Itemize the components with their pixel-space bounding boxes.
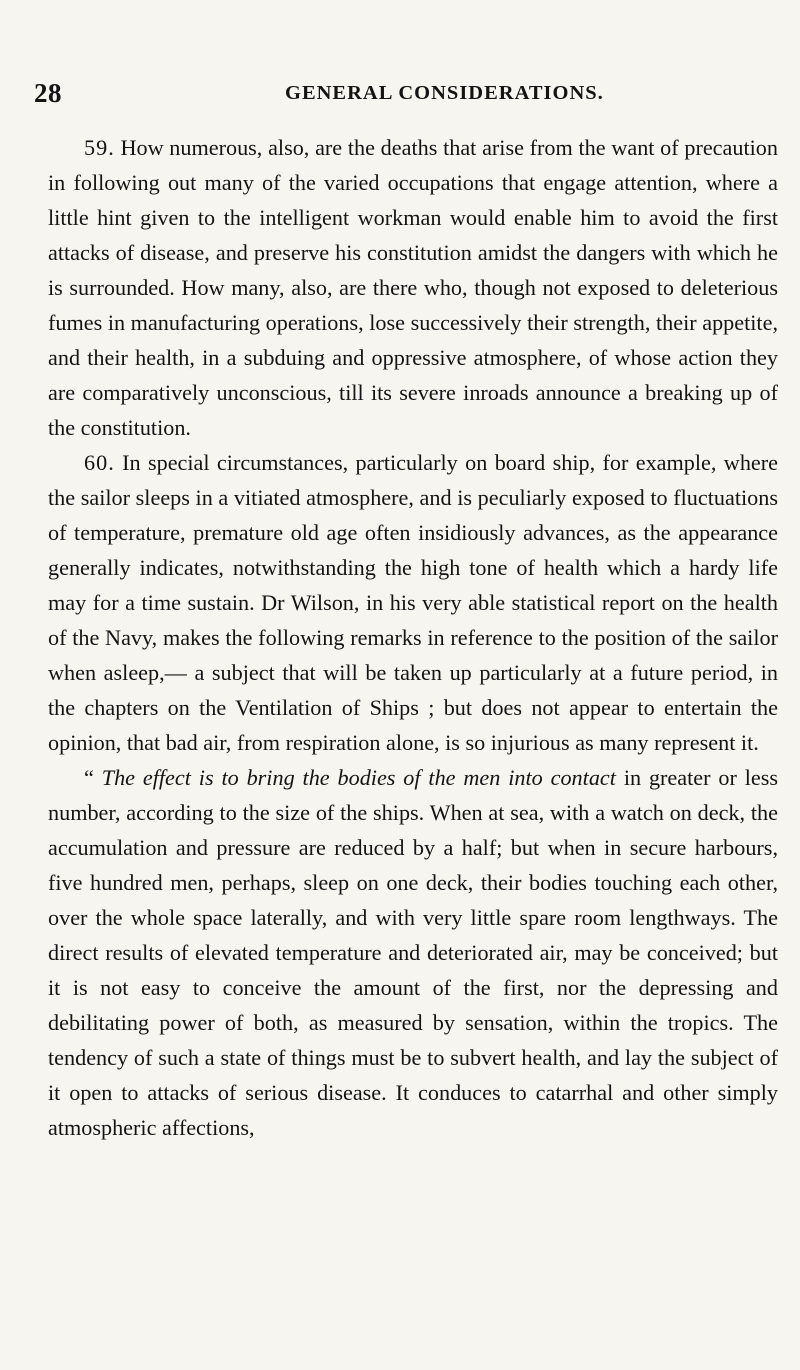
paragraph-text: In special circumstances, particularly on board ship, for example, where the sailor sleeps in a vitiated atmosphere, and is peculiarly exposed to fluctuations of temperature, premature old age often insidiously advances, as the appearance generally indicates, notwithstanding the high tone of health which a hardy life may for a time sustain. Dr Wilson, in his very able statistical report on the health of the Navy, makes the following remarks in reference to the position of the sailor when asleep,— a subject that will be taken up particularly at a future period, in the chapters on the Ventilation of Ships ; but does not appear to entertain the opinion, that bad air, from respiration alone, is so injurious as many represent it.	[48, 450, 779, 755]
book-page	[34, 78, 779, 1145]
quote-text: in greater or less number, according to the size of the ships. When at sea, with a watch on deck, the accumulation and pressure are reduced by a half; but when in secure harbours, five hundred men, perhaps, sleep on one deck, their bodies touching each other, over the whole space laterally, and with very little spare room lengthways. The direct results of elevated temperature and deteriorated air, may be conceived; but it is not easy to conceive the amount of the first, nor the depressing and debilitating power of both, as measured by sensation, within the tropics. The tendency of such a state of things must be to subvert health, and lay the subject of it open to attacks of serious disease. It conduces to catarrhal and other simply atmospheric affections,	[48, 765, 779, 1140]
quote-italic-lead: The effect is to bring the bodies of the men into contact	[101, 765, 616, 790]
running-head: GENERAL CONSIDERATIONS.	[285, 82, 604, 104]
body-text	[48, 130, 778, 1145]
paragraph-number: 60.	[84, 450, 115, 475]
page-number: 28	[34, 78, 62, 108]
page-header	[34, 78, 778, 114]
paragraph-text: How numerous, also, are the deaths that arise from the want of precaution in following out many of the varied occupations that engage attention, where a little hint given to the intelligent workman would enable him to avoid the first attacks of disease, and preserve his constitution amidst the dangers with which he is surrounded. How many, also, are there who, though not exposed to deleterious fumes in manufacturing operations, lose successively their strength, their appetite, and their health, in a subduing and oppressive atmosphere, of whose action they are comparatively unconscious, till its severe inroads announce a breaking up of the constitution.	[48, 135, 778, 440]
paragraph-number: 59.	[84, 135, 115, 160]
quotation-paragraph	[48, 760, 778, 1145]
open-quote-mark: “	[84, 765, 94, 790]
paragraph-60	[48, 445, 778, 760]
paragraph-59	[48, 130, 778, 445]
